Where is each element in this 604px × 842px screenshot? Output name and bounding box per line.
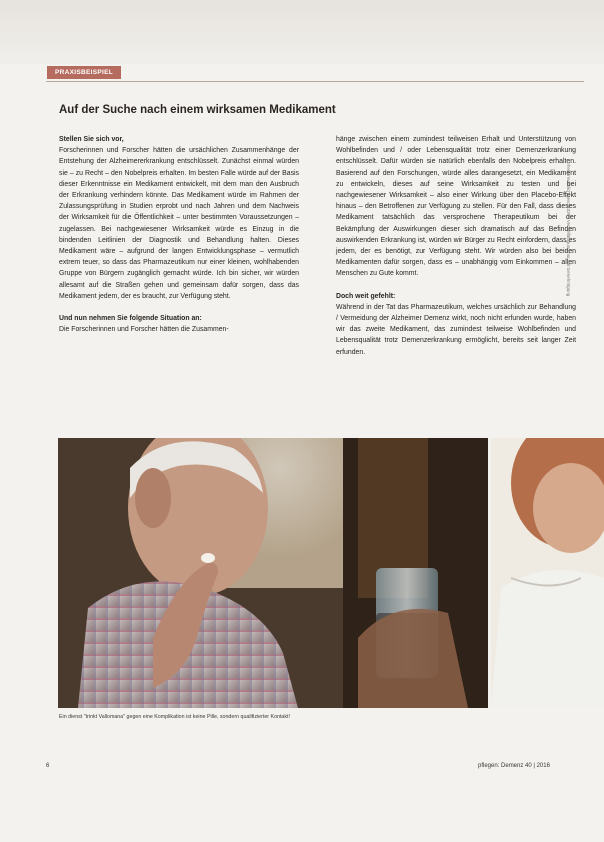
page-number: 6	[46, 763, 50, 769]
left-heading-2: Und nun nehmen Sie folgende Situation an:	[59, 315, 202, 323]
photo-caption: Ein dienst "trinkt Vallomana" gegen eine Komplikation ist keine Pille, sondern qualifizierter Kontakt!	[59, 714, 290, 720]
left-paragraph-2: Die Forscherinnen und Forscher hätten die Zusammen-	[59, 326, 229, 334]
right-paragraph-2: Während in der Tat das Pharmazeutikum, welches ursächlich zur Behandlung / Vermeidung der Alzheimer Demenz wirkt, noch nicht erfunden wurde, haben wir das zweite Medikament, das zumindest teilweise Wohlbefinden und Lebensqualität trotz Demenzerkrankung ermöglicht, bereits seit langer Zeit erfunden.	[336, 303, 576, 356]
left-heading-1: Stellen Sie sich vor,	[59, 136, 124, 143]
left-column	[59, 134, 299, 335]
photo-second-person	[491, 438, 604, 708]
publication-source: pflegen: Demenz 40 | 2016	[478, 763, 550, 769]
header-rule	[46, 81, 584, 82]
side-copyright-text: Urheberrechtlich geschützt – Vervielfältigung nur mit Genehmigung	[566, 160, 571, 297]
page-top-shade	[0, 0, 604, 64]
left-paragraph-1: Forscherinnen und Forscher hätten die ursächlichen Zusammenhänge der Entstehung der Alzheimererkrankung entschlüsselt. Zunächst einmal würden sie – zu Recht – den Nobelpreis erhalten. Im besten Falle würde auf der Basis dieser Erkenntnisse ein Medikament entwickelt, mit dem man den Ausbruch der Erkrankung verhindern könnte. Das Medikament würde im Rahmen der Zulassungsprüfung in Studien erprobt und nach Jahren und dem Nachweis der Wirksamkeit für die Öffentlichkeit – unter bestimmten Voraussetzungen – zugelassen. Bei nachgewiesener Wirksamkeit würde es Einzug in die bindenden Leitlinien der Diagnostik und Behandlung halten. Dieses Medikament wäre – aufgrund der langen Entwicklungsphase – vermutlich extrem teuer, so dass das Pharmazeutikum nur einer kleinen, wohlhabenden Gruppe von Bürgern zugänglich gemacht würde. Ich bin sicher, wir würden allesamt auf die Straßen gehen und gemeinsam dafür sorgen, dass das Medikament jedem, der es braucht, zur Verfügung steht.	[59, 147, 299, 300]
right-paragraph-1: hänge zwischen einem zumindest teilweisen Erhalt und Unterstützung von Wohlbefinden und / oder Lebensqualität trotz einer Demenzerkrankung entschlüsselt. Dafür würden sie natürlich ebenfalls den Nobelpreis erhalten. Basierend auf den Forschungen, würde alles darangesetzt, ein Medikament zu entwickeln, dieses auf seine Wirksamkeit zu testen und bei nachgewiesener Wirksamkeit – also einer Wirkung über den Placebo-Effekt hinaus – den Betroffenen zur Verfügung zu stellen. Für den Fall, dass dieses Medikament tatsächlich das versprochene Therapeutikum bei der Bekämpfung der Auswirkungen dieser sich dramatisch auf das Befinden auswirkenden Erkrankung ist, würden wir Bürger zu Recht einfordern, dass es jedem, der es benötigt, zur Verfügung steht. Wir würden also bei beiden Medikamenten dafür sorgen, dass es – unabhängig vom Einkommen – allen Menschen zu Gute kommt.	[336, 136, 576, 278]
right-heading: Doch weit gefehlt:	[336, 292, 396, 300]
photo-illustration	[58, 438, 488, 708]
section-tag: PRAXISBEISPIEL	[47, 66, 121, 79]
photo-illustration-2	[491, 438, 604, 708]
photo-man-with-pill-and-water	[58, 438, 488, 708]
article-headline: Auf der Suche nach einem wirksamen Medikament	[59, 104, 336, 116]
right-column	[336, 134, 576, 358]
